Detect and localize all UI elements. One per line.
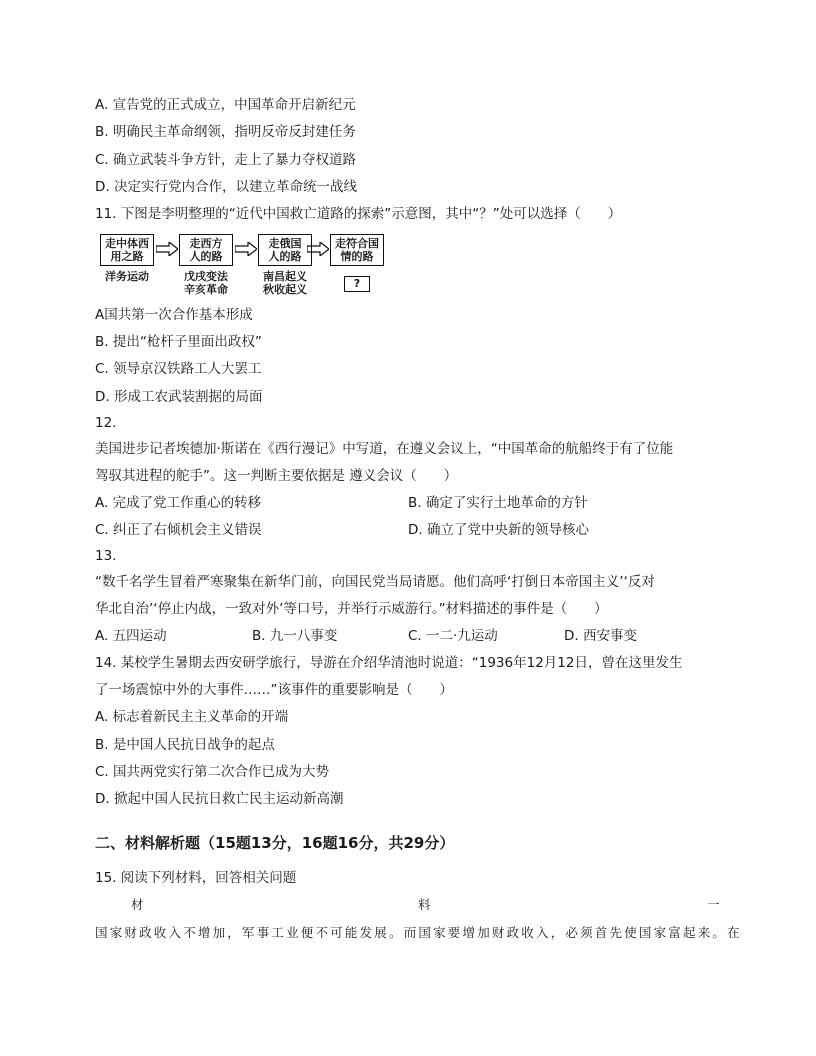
diagram-caption-3-line2: 秋收起义: [263, 283, 307, 296]
q10-option-c: C. 确立武装斗争方针，走上了暴力夺权道路: [95, 152, 357, 168]
diagram-caption-3: [255, 270, 315, 296]
q14-stem-line1: 14. 某校学生暑期去西安研学旅行，导游在介绍华清池时说道：“1936年12月12日，曾在这里发生: [95, 655, 683, 671]
material-text-line: 国家财政收入不增加，军事工业便不可能发展。而国家要增加财政收入，必须首先使国家富起来。在: [95, 925, 742, 940]
diagram-box-2: [179, 234, 233, 266]
q13-option-c: C. 一二·九运动: [408, 628, 498, 644]
q12-option-d: D. 确立了党中央新的领导核心: [408, 522, 589, 538]
q14-option-c: C. 国共两党实行第二次合作已成为大势: [95, 764, 330, 780]
q14-option-b: B. 是中国人民抗日战争的起点: [95, 737, 275, 753]
diagram-caption-2-line1: 戊戌变法: [184, 270, 228, 283]
q14-option-a: A. 标志着新民主主义革命的开端: [95, 709, 289, 725]
diagram-box-4-line1: 走符合国: [335, 237, 379, 250]
q14-stem-line2: 了一场震惊中外的大事件……”该事件的重要影响是（ ）: [95, 682, 453, 698]
diagram-caption-1-line1: 洋务运动: [105, 270, 149, 283]
q11-option-b: B. 提出“枪杆子里面出政权”: [95, 334, 262, 350]
q12-option-b: B. 确定了实行土地革命的方针: [408, 495, 588, 511]
arrow-right-icon: [156, 242, 178, 256]
q12-stem-line1: 美国进步记者埃德加·斯诺在《西行漫记》中写道，在遵义会议上，“中国革命的航船终于有了位能: [95, 441, 674, 457]
q12-number: 12.: [95, 415, 117, 431]
diagram-caption-2: [179, 270, 233, 296]
q11-option-c: C. 领导京汉铁路工人大罢工: [95, 361, 262, 377]
diagram-box-2-line2: 人的路: [189, 250, 223, 263]
q12-stem-line2: 驾驭其进程的舵手”。这一判断主要依据是 遵义会议（ ）: [95, 468, 458, 484]
q12-option-c: C. 纠正了右倾机会主义错误: [95, 522, 262, 538]
q11-stem: 11. 下图是李明整理的“近代中国救亡道路的探索”示意图，其中“？”处可以选择（ ）: [95, 206, 622, 222]
diagram-caption-1: [100, 270, 154, 283]
diagram-box-3-line2: 人的路: [268, 250, 302, 263]
q13-option-a: A. 五四运动: [95, 628, 167, 644]
q13-stem-line1: “数千名学生冒着严寒聚集在新华门前，向国民党当局请愿。他们高呼‘打倒日本帝国主义’‘反对: [95, 574, 655, 590]
q10-option-a: A. 宣告党的正式成立，中国革命开启新纪元: [95, 97, 356, 113]
diagram-question-box: ?: [344, 276, 370, 292]
diagram-box-1-line2: 用之路: [110, 250, 144, 263]
q11-option-d: D. 形成工农武装割据的局面: [95, 389, 263, 405]
q10-option-b: B. 明确民主革命纲领，指明反帝反封建任务: [95, 124, 356, 140]
diagram-box-2-line1: 走西方: [189, 237, 223, 250]
arrow-right-icon: [307, 242, 329, 256]
q13-option-b: B. 九一八事变: [252, 628, 338, 644]
q10-option-d: D. 决定实行党内合作，以建立革命统一战线: [95, 179, 357, 195]
material-title-char-1: 材: [131, 897, 146, 912]
diagram-box-3: [258, 234, 312, 266]
material-title-char-3: 一: [707, 897, 722, 912]
q15-stem: 15. 阅读下列材料，回答相关问题: [95, 870, 297, 886]
diagram-box-1: [100, 234, 154, 266]
q13-number: 13.: [95, 548, 117, 564]
material-title-char-2: 料: [418, 897, 433, 912]
diagram-box-4: [330, 234, 384, 266]
q13-option-d: D. 西安事变: [564, 628, 637, 644]
q14-option-d: D. 掀起中国人民抗日救亡民主运动新高潮: [95, 791, 344, 807]
q12-option-a: A. 完成了党工作重心的转移: [95, 495, 262, 511]
diagram-box-1-line1: 走中体西: [105, 237, 149, 250]
diagram-box-3-line1: 走俄国: [268, 237, 302, 250]
diagram-caption-3-line1: 南昌起义: [263, 270, 307, 283]
q11-diagram: [100, 234, 400, 300]
arrow-right-icon: [235, 242, 257, 256]
diagram-box-4-line2: 情的路: [340, 250, 374, 263]
section-heading: 二、材料解析题（15题13分，16题16分，共29分）: [95, 834, 455, 852]
q11-option-a: A国共第一次合作基本形成: [95, 307, 253, 323]
q13-stem-line2: 华北自治’‘停止内战，一致对外’等口号，并举行示威游行。”材料描述的事件是（ ）: [95, 601, 608, 617]
diagram-caption-2-line2: 辛亥革命: [184, 283, 228, 296]
